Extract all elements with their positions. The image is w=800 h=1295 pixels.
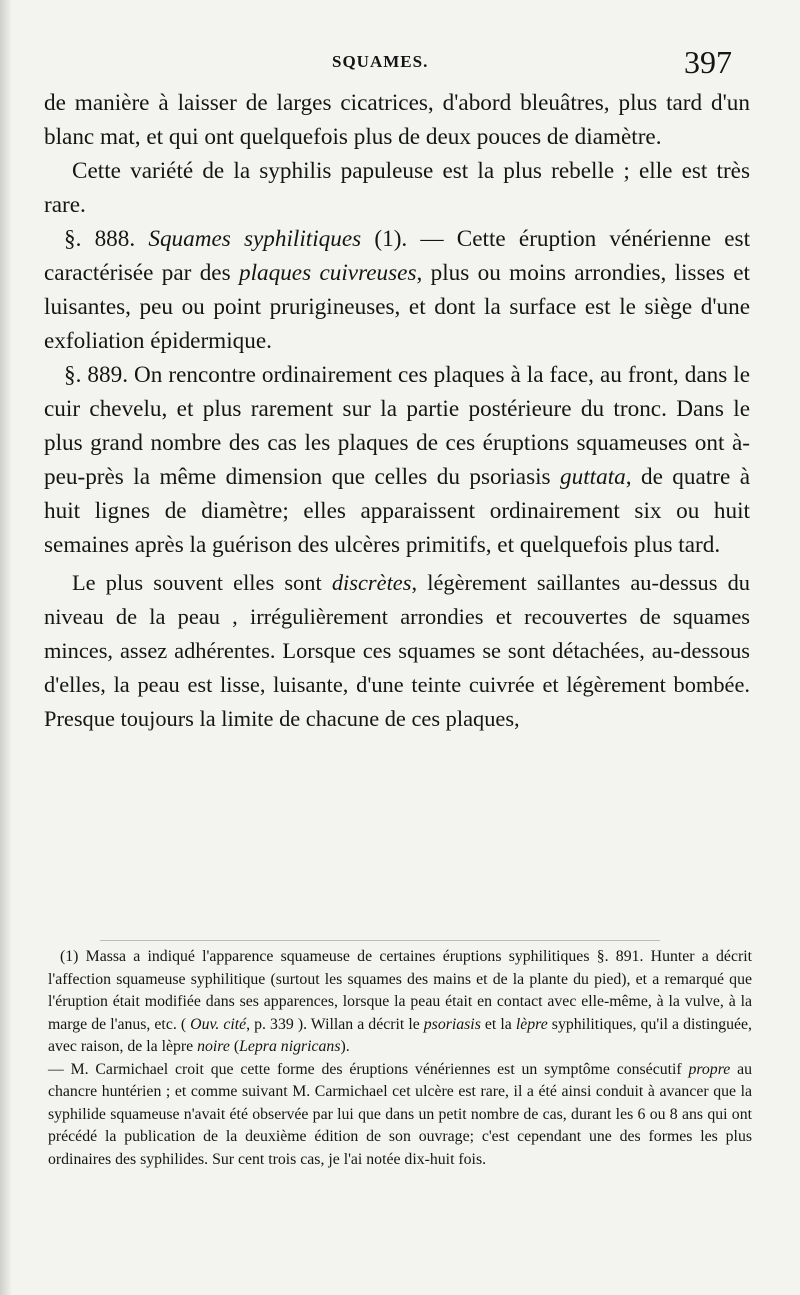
footnote-text: et la xyxy=(480,1015,516,1033)
running-head xyxy=(0,44,800,84)
footnote-term: Lepra nigricans xyxy=(239,1038,341,1055)
paragraph-discrete-plaques xyxy=(44,566,750,736)
footnote-text: — M. Carmichael croit que cette forme des éruptions vénériennes est un symptôme consécutif xyxy=(48,1060,689,1078)
page-number: 397 xyxy=(684,44,732,80)
footnote-text: (1) Massa a indiqué l'apparence squameuse de certaines éruptions syphilitiques §. 891. Hunter a décrit l'affection squameuse syphilitique (surtout les squames des mains et de la plante du pied), et a remarqué que l'éruption était modifiée dans ses apparences, lorsque la peau était en contact avec elle-même, à la vulve, à la marge de l'anus, etc. ( xyxy=(48,948,752,1033)
footnote-citation: Ouv. cité xyxy=(190,1015,247,1033)
footnote-term: noire xyxy=(197,1038,230,1055)
section-888-text-1: — Cette éruption vénérienne est caractérisée par des xyxy=(44,226,751,286)
footnote-paragraph-2 xyxy=(48,1059,752,1172)
footnote-term: propre xyxy=(688,1060,731,1078)
paragraph-continuation: de manière à laisser de larges cicatrices, d'abord bleuâtres, plus tard d'un blanc mat, et qui ont quelquefois plus de deux pouces de diamètre. xyxy=(44,90,750,150)
section-889-text-2: , de quatre à huit lignes de diamètre; elles apparaissent ordinairement six ou huit semaines après la guérison des ulcères primitifs, et quelquefois plus tard. xyxy=(44,464,750,558)
footnote-text: , p. 339 ). Willan a décrit le xyxy=(246,1015,424,1033)
paragraph-variety-note: Cette variété de la syphilis papuleuse est la plus rebelle ; elle est très rare. xyxy=(44,158,750,218)
paragraph-5-term: discrètes xyxy=(331,570,412,595)
section-889-number: §. 889. xyxy=(64,362,128,388)
body-text xyxy=(44,86,750,736)
footnote-text: au chancre huntérien ; et comme suivant M. Carmichael cet ulcère est rare, il a été ainsi conduit à avancer que la syphilide squameuse n'avait été observée par lui que dans un petit nombre de cas, durant les 6 ou 8 ans qui ont précédé la publication de la deuxième édition de son ouvrage; c'est cependant une des formes les plus ordinaires des syphilides. Sur cent trois cas, je l'ai notée dix-huit fois. xyxy=(48,1060,752,1168)
footnote-term: psoriasis xyxy=(423,1015,481,1033)
paragraph-5-text-2: , légèrement saillantes au-dessus du niveau de la peau , irrégulièrement arrondies et recouvertes de squames minces, assez adhérentes. Lorsque ces squames se sont détachées, au-dessous d'elles, la peau est lisse, luisante, d'une teinte cuivrée et légèrement bombée. Presque toujours la limite de chacune de ces plaques, xyxy=(44,570,750,731)
footnote-text: ( xyxy=(229,1038,240,1055)
running-title: SQUAMES. xyxy=(332,52,429,71)
footnote-text: ). xyxy=(340,1038,350,1055)
section-888-term: plaques cuivreuses xyxy=(238,260,417,286)
section-889-text-1: On rencontre ordinairement ces plaques à la face, au front, dans le cuir chevelu, et plus rarement sur la partie postérieure du tronc. Dans le plus grand nombre des cas les plaques de ces éruptions squameuses ont à-peu-près la même dimension que celles du psoriasis xyxy=(44,362,751,490)
section-888 xyxy=(44,222,750,358)
section-888-text-2: , plus ou moins arrondies, lisses et luisantes, peu ou point prurigineuses, et dont la surface est le siège d'une exfoliation épidermique. xyxy=(44,260,750,354)
footnote-term: lèpre xyxy=(515,1015,548,1033)
section-888-number: §. 888. xyxy=(64,226,136,252)
paragraph-5-text-1: Le plus souvent elles sont xyxy=(72,570,332,595)
footnote-reference: (1). xyxy=(374,226,408,252)
footnote-paragraph-1 xyxy=(48,946,752,1059)
section-888-heading: Squames syphilitiques xyxy=(148,226,362,252)
section-889-term: guttata xyxy=(560,464,626,490)
page-binding-shadow xyxy=(0,0,12,1295)
section-889 xyxy=(44,358,750,562)
footnote xyxy=(48,946,752,1171)
footnote-text: syphilitiques, qu'il a distinguée, avec raison, de la lèpre xyxy=(48,1015,752,1055)
footnote-divider xyxy=(100,940,660,941)
